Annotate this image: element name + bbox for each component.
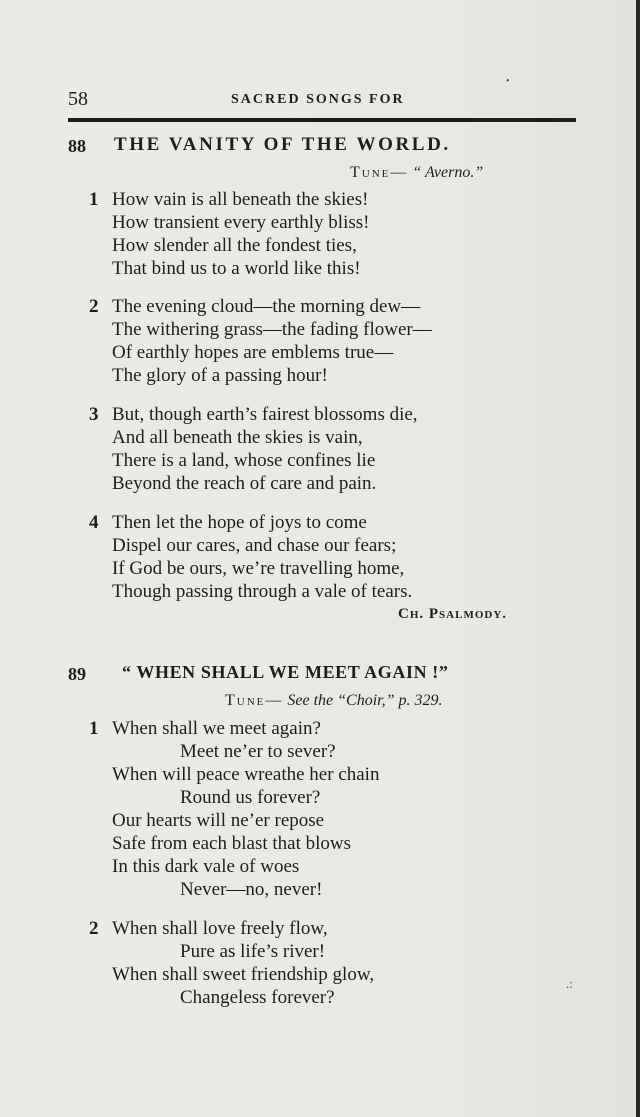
verse-line: How vain is all beneath the skies! [112, 189, 369, 210]
verse-line: Pure as life’s river! [180, 941, 326, 962]
tune-line [350, 164, 483, 182]
ink-speck: .: [566, 976, 573, 991]
hymn-title: “ WHEN SHALL WE MEET AGAIN !” [122, 662, 449, 682]
verse-line: Meet ne’er to sever? [180, 741, 336, 762]
tune-label: Tune— [350, 164, 409, 181]
verse-line: The withering grass—the fading flower— [112, 319, 432, 340]
verse-line: When shall love freely flow, [112, 918, 328, 939]
verse-line: Of earthly hopes are emblems true— [112, 342, 394, 363]
verse-line: The evening cloud—the morning dew— [112, 296, 421, 317]
verse-line: When shall sweet friendship glow, [112, 964, 375, 985]
verse-line: That bind us to a world like this! [112, 258, 361, 279]
verse-line: And all beneath the skies is vain, [112, 427, 363, 448]
verse-line: Beyond the reach of care and pain. [112, 473, 377, 494]
hymn-attribution: Ch. Psalmody. [398, 606, 508, 622]
verse-line: The glory of a passing hour! [112, 365, 328, 386]
header-rule [68, 118, 576, 122]
verse-line: Though passing through a vale of tears. [112, 581, 413, 602]
verse-line: Round us forever? [180, 787, 321, 808]
verse-line: But, though earth’s fairest blossoms die, [112, 404, 418, 425]
verse-line: Dispel our cares, and chase our fears; [112, 535, 397, 556]
page-edge-shadow [636, 0, 640, 1117]
hymn-number: 88 [68, 136, 86, 156]
stanza-number: 3 [89, 404, 99, 425]
verse-line: Then let the hope of joys to come [112, 512, 367, 533]
verse-line: How transient every earthly bliss! [112, 212, 370, 233]
stanza-number: 1 [89, 718, 99, 739]
page-header [68, 88, 578, 112]
verse-line: Changeless forever? [180, 987, 335, 1008]
stanza-number: 1 [89, 189, 99, 210]
running-head: SACRED SONGS FOR [231, 92, 405, 107]
tune-name: “ Averno.” [412, 164, 484, 181]
verse-line: There is a land, whose confines lie [112, 450, 376, 471]
verse-line: When shall we meet again? [112, 718, 321, 739]
verse-line: If God be ours, we’re travelling home, [112, 558, 405, 579]
hymn-title: THE VANITY OF THE WORLD. [114, 134, 451, 155]
verse-line: How slender all the fondest ties, [112, 235, 357, 256]
verse-line: Our hearts will ne’er repose [112, 810, 325, 831]
verse-line: Never—no, never! [180, 879, 323, 900]
tune-name: See the “Choir,” p. 329. [287, 692, 443, 709]
tune-line [225, 692, 443, 710]
stanza-number: 2 [89, 296, 99, 317]
page-number: 58 [68, 88, 88, 110]
stanza-number: 2 [89, 918, 99, 939]
stanza-number: 4 [89, 512, 99, 533]
ink-speck: • [506, 76, 510, 87]
verse-line: When will peace wreathe her chain [112, 764, 380, 785]
hymn-number: 89 [68, 664, 86, 684]
verse-line: Safe from each blast that blows [112, 833, 352, 854]
verse-line: In this dark vale of woes [112, 856, 300, 877]
tune-label: Tune— [225, 692, 284, 709]
